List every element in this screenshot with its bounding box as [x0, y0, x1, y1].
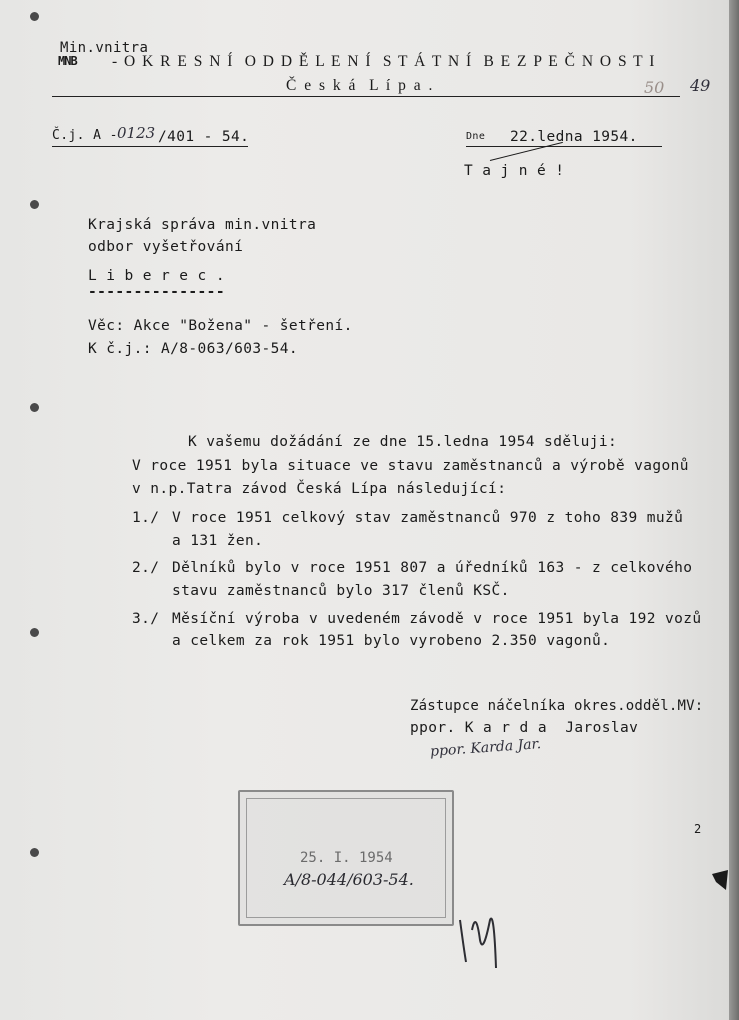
punch-hole [30, 12, 39, 21]
addressee-line: odbor vyšetřování [88, 239, 244, 255]
addressee-underline: --------------- [88, 284, 225, 300]
reference-prefix: Č.j. A - [52, 128, 118, 143]
list-item-number: 2./ [132, 560, 160, 576]
list-item-text: Dělníků bylo v roce 1951 807 a úředníků 163 - z celkového [172, 560, 693, 576]
stamp-reference-handwritten: A/8-044/603-54. [284, 870, 414, 889]
date-underline [466, 146, 662, 147]
addressee-line: Krajská správa min.vnitra [88, 217, 317, 233]
signatory-title: Zástupce náčelníka okres.odděl.MV: [410, 698, 704, 714]
punch-hole [30, 403, 39, 412]
list-item-number: 1./ [132, 510, 160, 526]
crossed-out-text: MNB [58, 54, 77, 68]
margin-note: 50 [644, 78, 665, 97]
ministry-line: Min.vnitra [60, 40, 149, 56]
handwritten-initials [450, 900, 510, 970]
page-edge-shadow [729, 0, 739, 1020]
list-item-text: V roce 1951 celkový stav zaměstnanců 970 z toho 839 mužů [172, 510, 684, 526]
list-item-text: stavu zaměstnanců bylo 317 členů KSČ. [172, 583, 510, 599]
margin-note: 49 [690, 76, 711, 95]
body-text: v n.p.Tatra závod Česká Lípa následující: [132, 481, 507, 497]
received-stamp [238, 790, 454, 926]
binding-clip [708, 868, 730, 894]
signatory-name: ppor. K a r d a Jaroslav [410, 720, 639, 736]
list-item-text: Měsíční výroba v uvedeném závodě v roce 1951 byla 192 vozů [172, 611, 702, 627]
handwritten-signature: ppor. Karda Jar. [429, 736, 542, 760]
date-label: Dne [466, 131, 486, 142]
stamp-date: 25. I. 1954 [300, 850, 393, 866]
list-item-number: 3./ [132, 611, 160, 627]
reference-line: K č.j.: A/8-063/603-54. [88, 341, 298, 357]
city-heading: Č e s k á L í p a . [286, 77, 435, 94]
reference-number-handwritten: 0123 [117, 124, 156, 142]
margin-mark: 2 [694, 822, 702, 836]
list-item-text: a 131 žen. [172, 533, 264, 549]
classification-label: T a j n é ! [464, 163, 565, 179]
punch-hole [30, 848, 39, 857]
punch-hole [30, 628, 39, 637]
punch-hole [30, 200, 39, 209]
header-rule [52, 96, 680, 97]
list-item-text: a celkem za rok 1951 bylo vyrobeno 2.350 vagonů. [172, 633, 611, 649]
reference-underline [52, 146, 248, 147]
reference-suffix: /401 - 54. [158, 129, 250, 145]
department-heading: - O K R E S N Í O D D Ě L E N Í S T Á T N Í B E Z P E Č N O S T I [112, 53, 656, 70]
body-text: V roce 1951 byla situace ve stavu zaměstnanců a výrobě vagonů [132, 458, 689, 474]
addressee-city: L i b e r e c . [88, 268, 225, 284]
letter-date: 22.ledna 1954. [510, 129, 638, 145]
body-intro: K vašemu dožádání ze dne 15.ledna 1954 sděluji: [188, 434, 618, 450]
subject-line: Věc: Akce "Božena" - šetření. [88, 318, 353, 334]
